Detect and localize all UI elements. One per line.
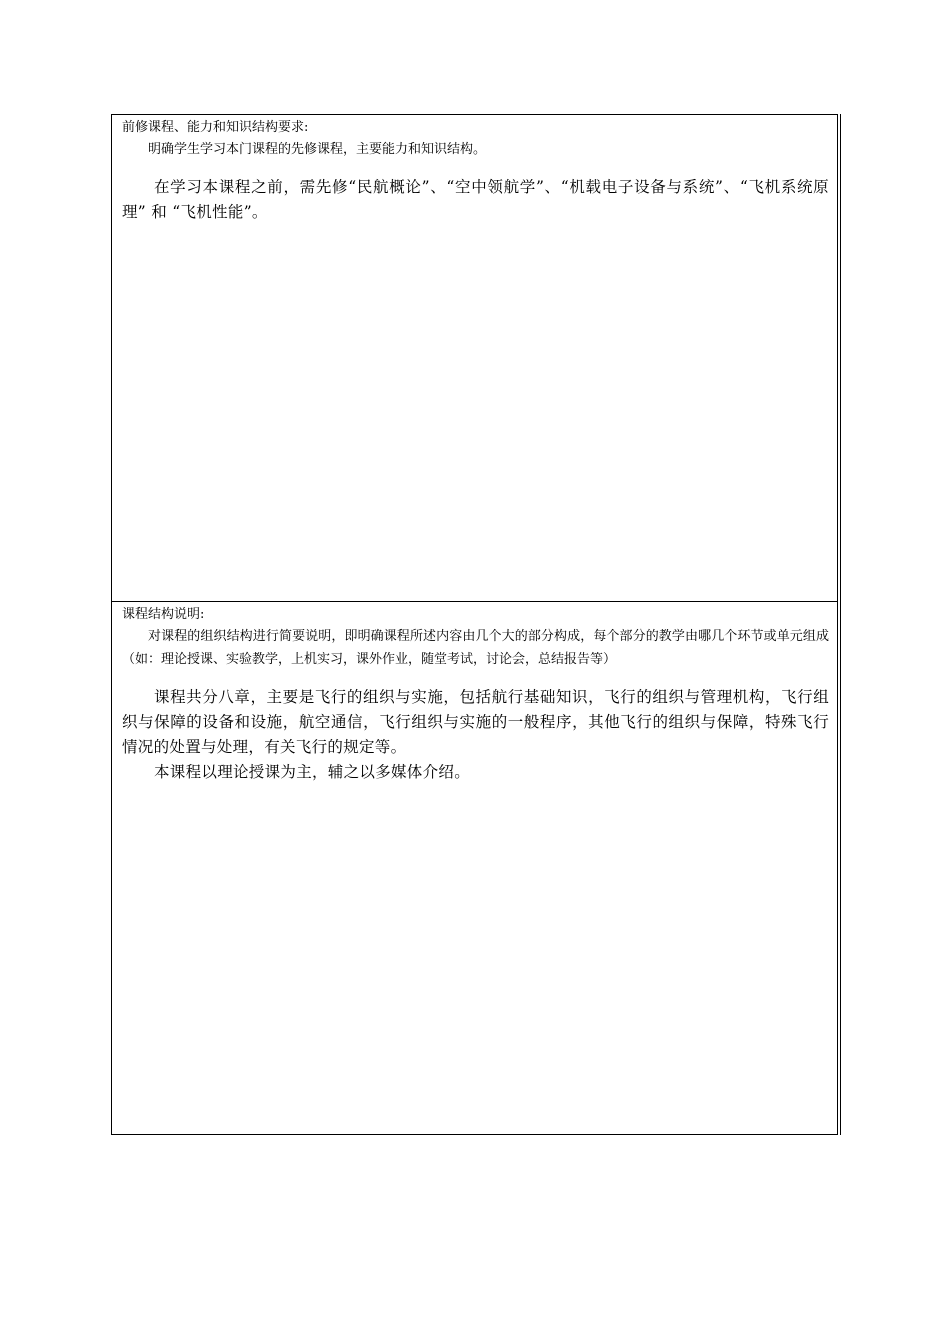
structure-label: 课程结构说明: <box>122 607 205 622</box>
prerequisite-cell <box>112 115 837 601</box>
structure-paragraph: 课程共分八章，主要是飞行的组织与实施，包括航行基础知识，飞行的组织与管理机构，飞行组织与保障的设备和设施，航空通信，飞行组织与实施的一般程序，其他飞行的组织与保障，特殊飞行情况的处置与处理，有关飞行的规定等。 <box>122 688 829 756</box>
prerequisite-content: 在学习本课程之前，需先修“民航概论”、“空中领航学”、“机载电子设备与系统”、“飞机系统原理” 和 “飞机性能”。 <box>122 178 829 221</box>
course-form-table <box>111 114 838 1135</box>
prerequisite-label: 前修课程、能力和知识结构要求: <box>122 120 309 135</box>
prerequisite-instruction: 明确学生学习本门课程的先修课程，主要能力和知识结构。 <box>148 142 487 157</box>
structure-cell <box>112 601 837 1134</box>
structure-instruction: 对课程的组织结构进行简要说明，即明确课程所述内容由几个大的部分构成，每个部分的教学由哪几个环节或单元组成（如：理论授课、实验教学，上机实习，课外作业，随堂考试，讨论会，总结报告等） <box>122 629 829 667</box>
structure-paragraph: 本课程以理论授课为主，辅之以多媒体介绍。 <box>154 763 471 781</box>
